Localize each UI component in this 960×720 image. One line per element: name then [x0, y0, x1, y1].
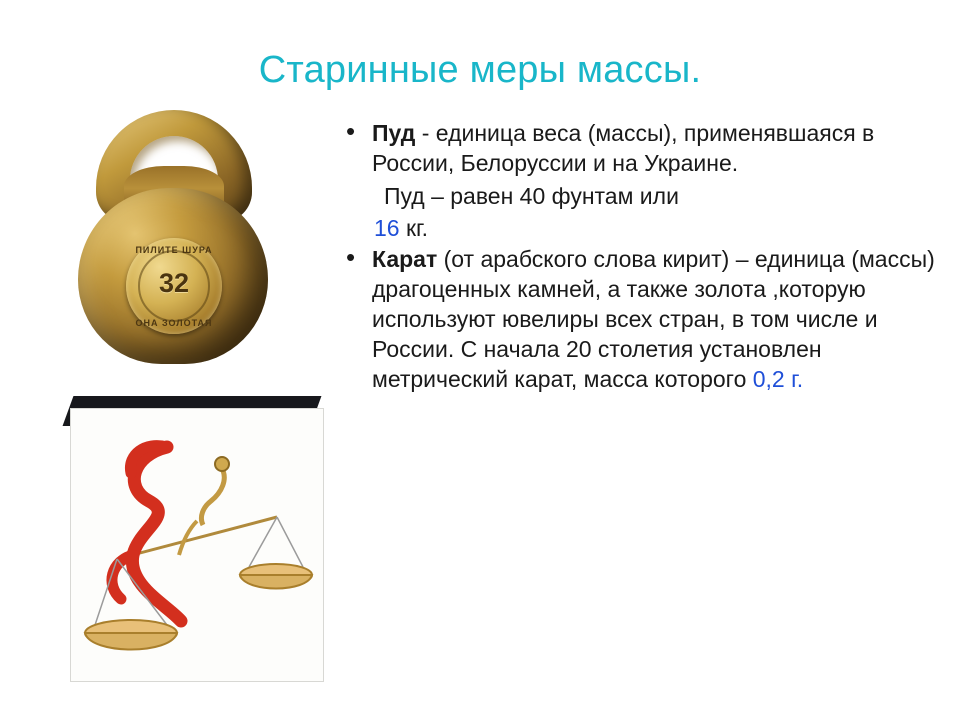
scales-frame [70, 408, 324, 682]
seal-top-text: ПИЛИТЕ ШУРА [135, 245, 213, 255]
weight-illustration [32, 104, 322, 374]
list-item [340, 118, 936, 178]
seal-number: 32 [158, 268, 190, 298]
kettlebell-seal [126, 238, 222, 334]
term-pud: Пуд [372, 120, 416, 146]
seal-bottom-text: ОНА ЗОЛОТАЯ [135, 318, 213, 328]
bullet-list-karat [340, 244, 936, 394]
scales-illustration [40, 396, 330, 686]
karat-description: (от арабского слова кирит) – единица (массы) драгоценных камней, а также золота ,которую используют ювелиры всех стран, в том числе и России. С начала 20 столетия установлен метрический карат, масса которого [372, 246, 935, 392]
bullet-list [340, 118, 936, 178]
karat-value: 0,2 г. [752, 366, 804, 392]
pud-equivalence-line [340, 180, 936, 212]
page-title: Старинные меры массы. [258, 49, 702, 92]
text-content [340, 118, 936, 396]
scales-icon [71, 409, 321, 679]
pud-kg-unit: кг. [399, 215, 429, 241]
pud-kg-line [340, 212, 936, 244]
kettlebell-icon [50, 110, 300, 372]
term-karat: Карат [372, 246, 438, 272]
pud-equivalence-text: Пуд – равен 40 фунтам или [384, 183, 679, 209]
illustrations-column [32, 104, 332, 374]
pud-kg-value: 16 [374, 215, 400, 241]
pud-description: - единица веса (массы), применявшаяся в России, Белоруссии и на Украине. [372, 120, 875, 176]
list-item [340, 244, 936, 394]
